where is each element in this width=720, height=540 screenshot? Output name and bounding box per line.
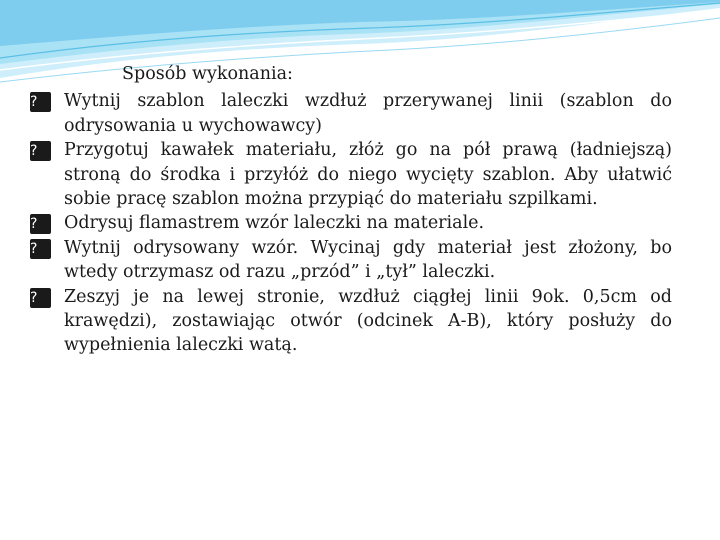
list-item-text: Zeszyj je na lewej stronie, wzdłuż ciągłej linii 9ok. 0,5cm od krawędzi), zostawiając otwór (odcinek A-B), który posłuży do wypełnienia laleczki watą. [64, 286, 672, 356]
list-item [30, 285, 672, 358]
list-item [30, 138, 672, 211]
bullet-icon: ? [30, 141, 51, 161]
list-item [30, 236, 672, 285]
bullet-icon: ? [30, 239, 51, 259]
bullet-icon: ? [30, 288, 51, 308]
list-item [30, 211, 672, 235]
list-item-text: Przygotuj kawałek materiału, złóż go na pół prawą (ładniejszą) stroną do środka i przyłóż do niego wycięty szablon. Aby ułatwić sobie pracę szablon można przypiąć do materiału szpilkami. [64, 140, 672, 210]
bullet-icon: ? [30, 214, 51, 234]
instructions-body [30, 62, 672, 358]
instructions-heading: Sposób wykonania: [122, 64, 293, 84]
bullet-icon: ? [30, 92, 51, 112]
list-item-text: Wytnij odrysowany wzór. Wycinaj gdy materiał jest złożony, bo wtedy otrzymasz od razu „przód” i „tył” laleczki. [64, 237, 672, 283]
list-item-text: Odrysuj flamastrem wzór laleczki na materiale. [64, 213, 485, 234]
list-item [30, 89, 672, 138]
list-item-text: Wytnij szablon laleczki wzdłuż przerywanej linii (szablon do odrysowania u wychowawcy) [64, 91, 672, 136]
